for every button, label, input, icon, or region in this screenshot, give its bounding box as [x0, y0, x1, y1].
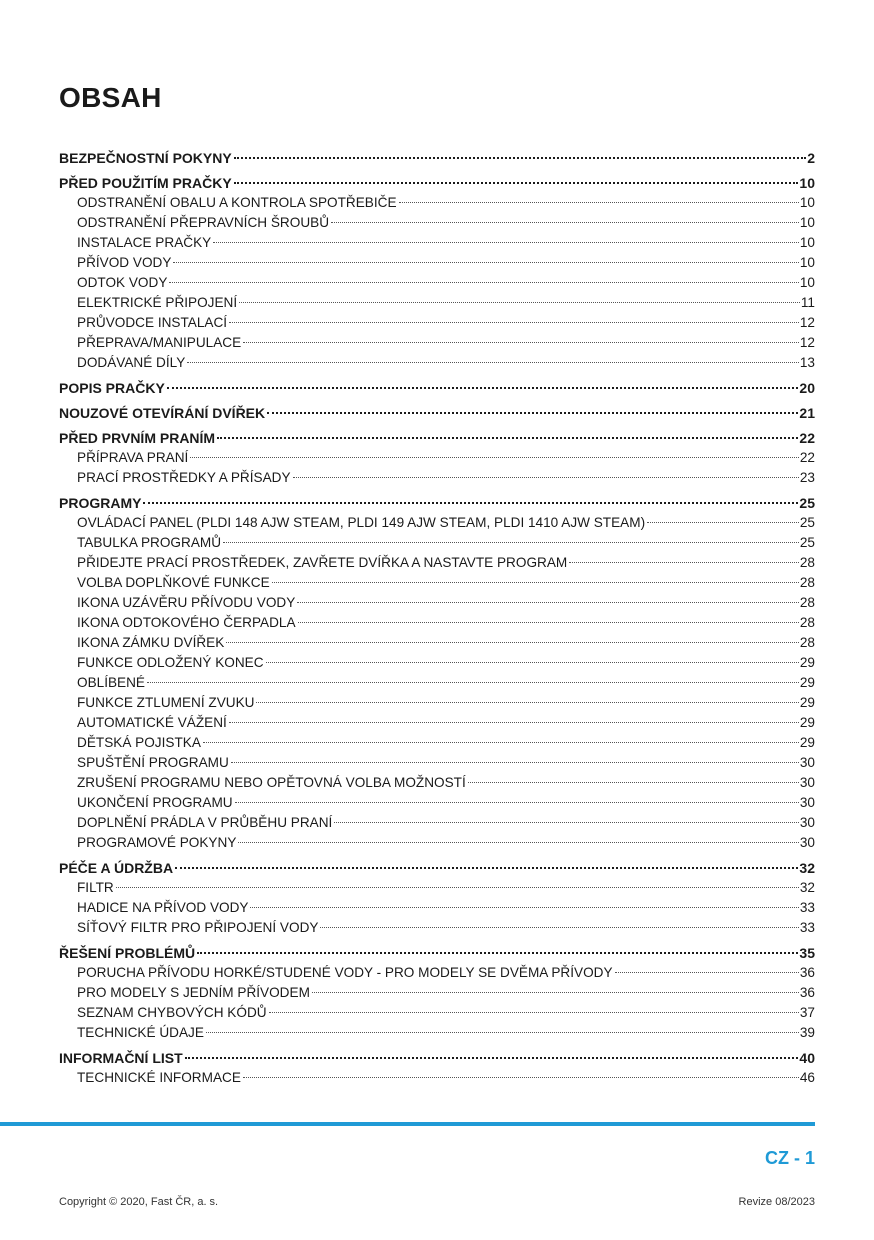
toc-entry-title: PŘED POUŽITÍM PRAČKY: [59, 175, 232, 191]
toc-entry-title: ŘEŠENÍ PROBLÉMŮ: [59, 945, 196, 961]
toc-section-entry: [59, 1048, 815, 1068]
toc-dot-leader: [399, 202, 799, 203]
toc-page-number: 10: [799, 275, 815, 290]
toc-entry-title: UKONČENÍ PROGRAMU: [77, 795, 233, 810]
toc-subsection-entry: [59, 813, 815, 833]
toc-page-number: 29: [799, 715, 815, 730]
toc-page-number: 22: [799, 430, 815, 446]
toc-subsection-entry: [59, 963, 815, 983]
toc-dot-leader: [203, 742, 799, 743]
toc-dot-leader: [147, 682, 799, 683]
toc-page-number: 30: [799, 815, 815, 830]
copyright-notice: Copyright © 2020, Fast ČR, a. s.: [59, 1196, 219, 1208]
toc-page-number: 2: [807, 150, 815, 166]
toc-entry-title: DOPLNĚNÍ PRÁDLA V PRŮBĚHU PRANÍ: [77, 815, 333, 830]
toc-entry-title: PRŮVODCE INSTALACÍ: [77, 315, 228, 330]
toc-dot-leader: [234, 182, 799, 184]
toc-page-number: 30: [799, 755, 815, 770]
toc-page-number: 25: [799, 495, 815, 511]
toc-subsection-entry: [59, 983, 815, 1003]
toc-page-number: 10: [799, 195, 815, 210]
toc-entry-title: TABULKA PROGRAMŮ: [77, 535, 222, 550]
toc-entry-title: PŘÍPRAVA PRANÍ: [77, 450, 189, 465]
toc-entry-title: SÍŤOVÝ FILTR PRO PŘIPOJENÍ VODY: [77, 920, 319, 935]
toc-subsection-entry: [59, 1003, 815, 1023]
toc-subsection-entry: [59, 353, 815, 373]
toc-subsection-entry: [59, 193, 815, 213]
toc-page-number: 25: [799, 515, 815, 530]
toc-page-number: 25: [799, 535, 815, 550]
toc-section-entry: [59, 943, 815, 963]
toc-entry-title: PŘÍVOD VODY: [77, 255, 172, 270]
toc-dot-leader: [320, 927, 798, 928]
page-title: OBSAH: [59, 82, 162, 113]
toc-entry-title: FUNKCE ZTLUMENÍ ZVUKU: [77, 695, 255, 710]
toc-dot-leader: [231, 762, 799, 763]
toc-dot-leader: [297, 602, 799, 603]
toc-dot-leader: [331, 222, 799, 223]
toc-dot-leader: [615, 972, 799, 973]
toc-subsection-entry: [59, 253, 815, 273]
toc-dot-leader: [293, 477, 799, 478]
toc-dot-leader: [569, 562, 799, 563]
toc-page-number: 10: [799, 175, 815, 191]
toc-subsection-entry: [59, 533, 815, 553]
toc-entry-title: INSTALACE PRAČKY: [77, 235, 212, 250]
toc-dot-leader: [239, 302, 800, 303]
toc-dot-leader: [234, 157, 807, 159]
toc-entry-title: PROGRAMOVÉ POKYNY: [77, 835, 237, 850]
toc-dot-leader: [187, 362, 799, 363]
toc-subsection-entry: [59, 513, 815, 533]
toc-page-number: 32: [799, 860, 815, 876]
toc-entry-title: VOLBA DOPLŇKOVÉ FUNKCE: [77, 575, 270, 590]
toc-subsection-entry: [59, 833, 815, 853]
toc-section-entry: [59, 378, 815, 398]
toc-page-number: 23: [799, 470, 815, 485]
toc-entry-title: PŘED PRVNÍM PRANÍM: [59, 430, 216, 446]
toc-dot-leader: [173, 262, 798, 263]
toc-subsection-entry: [59, 468, 815, 488]
toc-entry-title: PRACÍ PROSTŘEDKY A PŘÍSADY: [77, 470, 291, 485]
toc-dot-leader: [312, 992, 799, 993]
toc-page-number: 40: [799, 1050, 815, 1066]
toc-dot-leader: [298, 622, 799, 623]
toc-entry-title: TECHNICKÉ INFORMACE: [77, 1070, 241, 1085]
toc-dot-leader: [197, 952, 798, 954]
toc-page-number: 29: [799, 675, 815, 690]
toc-entry-title: ODSTRANĚNÍ PŘEPRAVNÍCH ŠROUBŮ: [77, 215, 330, 230]
toc-dot-leader: [116, 887, 799, 888]
revision-label: Revize 08/2023: [738, 1196, 815, 1208]
toc-page-number: 39: [799, 1025, 815, 1040]
toc-page-number: 37: [799, 1005, 815, 1020]
toc-page-number: 28: [799, 635, 815, 650]
toc-subsection-entry: [59, 1023, 815, 1043]
toc-entry-title: PROGRAMY: [59, 495, 142, 511]
toc-subsection-entry: [59, 713, 815, 733]
toc-subsection-entry: [59, 213, 815, 233]
toc-subsection-entry: [59, 233, 815, 253]
toc-entry-title: IKONA ODTOKOVÉHO ČERPADLA: [77, 615, 296, 630]
toc-page-number: 30: [799, 775, 815, 790]
toc-section-entry: [59, 148, 815, 168]
toc-entry-title: SPUŠTĚNÍ PROGRAMU: [77, 755, 229, 770]
toc-subsection-entry: [59, 673, 815, 693]
toc-dot-leader: [272, 582, 799, 583]
toc-entry-title: DODÁVANÉ DÍLY: [77, 355, 186, 370]
toc-entry-title: TECHNICKÉ ÚDAJE: [77, 1025, 204, 1040]
toc-entry-title: ODTOK VODY: [77, 275, 168, 290]
toc-page-number: 10: [799, 215, 815, 230]
toc-page-number: 22: [799, 450, 815, 465]
toc-subsection-entry: [59, 773, 815, 793]
toc-subsection-entry: [59, 553, 815, 573]
toc-page-number: 33: [799, 920, 815, 935]
toc-page-number: 33: [799, 900, 815, 915]
toc-entry-title: FUNKCE ODLOŽENÝ KONEC: [77, 655, 264, 670]
toc-subsection-entry: [59, 733, 815, 753]
table-of-contents: [59, 148, 815, 1088]
toc-dot-leader: [167, 387, 799, 389]
toc-page-number: 36: [799, 965, 815, 980]
toc-entry-title: PRO MODELY S JEDNÍM PŘÍVODEM: [77, 985, 310, 1000]
toc-subsection-entry: [59, 1068, 815, 1088]
toc-dot-leader: [213, 242, 799, 243]
toc-entry-title: IKONA UZÁVĚRU PŘÍVODU VODY: [77, 595, 296, 610]
toc-entry-title: AUTOMATICKÉ VÁŽENÍ: [77, 715, 227, 730]
toc-entry-title: IKONA ZÁMKU DVÍŘEK: [77, 635, 225, 650]
toc-page-number: 12: [799, 335, 815, 350]
toc-subsection-entry: [59, 313, 815, 333]
toc-dot-leader: [226, 642, 799, 643]
toc-dot-leader: [206, 1032, 799, 1033]
toc-dot-leader: [217, 437, 798, 439]
toc-entry-title: ZRUŠENÍ PROGRAMU NEBO OPĚTOVNÁ VOLBA MOŽNOSTÍ: [77, 775, 466, 790]
toc-page-number: 11: [800, 295, 815, 310]
toc-entry-title: DĚTSKÁ POJISTKA: [77, 735, 201, 750]
toc-page-number: 28: [799, 555, 815, 570]
toc-subsection-entry: [59, 633, 815, 653]
toc-page-number: 46: [799, 1070, 815, 1085]
toc-subsection-entry: [59, 573, 815, 593]
toc-page-number: 30: [799, 835, 815, 850]
toc-page-number: 36: [799, 985, 815, 1000]
toc-dot-leader: [266, 662, 799, 663]
toc-page-number: 28: [799, 575, 815, 590]
toc-page-number: 29: [799, 655, 815, 670]
toc-entry-title: PÉČE A ÚDRŽBA: [59, 860, 174, 876]
toc-page-number: 32: [799, 880, 815, 895]
toc-page-number: 10: [799, 235, 815, 250]
toc-subsection-entry: [59, 448, 815, 468]
toc-dot-leader: [223, 542, 799, 543]
toc-subsection-entry: [59, 878, 815, 898]
toc-dot-leader: [143, 502, 798, 504]
toc-page-number: 30: [799, 795, 815, 810]
toc-page-number: 13: [799, 355, 815, 370]
toc-page-number: 28: [799, 615, 815, 630]
toc-dot-leader: [468, 782, 799, 783]
toc-subsection-entry: [59, 613, 815, 633]
toc-entry-title: PŘEPRAVA/MANIPULACE: [77, 335, 242, 350]
toc-subsection-entry: [59, 918, 815, 938]
toc-page-number: 21: [799, 405, 815, 421]
toc-dot-leader: [647, 522, 799, 523]
toc-dot-leader: [235, 802, 799, 803]
toc-entry-title: FILTR: [77, 880, 114, 895]
toc-entry-title: HADICE NA PŘÍVOD VODY: [77, 900, 249, 915]
toc-section-entry: [59, 403, 815, 423]
toc-entry-title: OVLÁDACÍ PANEL (PLDI 148 AJW STEAM, PLDI 149 AJW STEAM, PLDI 1410 AJW STEAM): [77, 515, 646, 530]
toc-dot-leader: [250, 907, 798, 908]
toc-page-number: 10: [799, 255, 815, 270]
toc-entry-title: PŘIDEJTE PRACÍ PROSTŘEDEK, ZAVŘETE DVÍŘKA A NASTAVTE PROGRAM: [77, 555, 568, 570]
toc-subsection-entry: [59, 273, 815, 293]
toc-dot-leader: [190, 457, 799, 458]
toc-entry-title: BEZPEČNOSTNÍ POKYNY: [59, 150, 232, 166]
toc-dot-leader: [185, 1057, 799, 1059]
toc-page-number: 35: [799, 945, 815, 961]
toc-entry-title: ELEKTRICKÉ PŘIPOJENÍ: [77, 295, 238, 310]
toc-dot-leader: [243, 1077, 799, 1078]
toc-dot-leader: [169, 282, 798, 283]
toc-subsection-entry: [59, 898, 815, 918]
toc-entry-title: OBLÍBENÉ: [77, 675, 145, 690]
toc-subsection-entry: [59, 693, 815, 713]
toc-subsection-entry: [59, 593, 815, 613]
toc-page-number: 12: [799, 315, 815, 330]
toc-page-number: 20: [799, 380, 815, 396]
toc-entry-title: ODSTRANĚNÍ OBALU A KONTROLA SPOTŘEBIČE: [77, 195, 397, 210]
toc-dot-leader: [256, 702, 798, 703]
toc-dot-leader: [269, 1012, 799, 1013]
toc-page-number: 29: [799, 695, 815, 710]
toc-subsection-entry: [59, 793, 815, 813]
footer-divider: [0, 1122, 815, 1126]
toc-dot-leader: [229, 722, 799, 723]
toc-page-number: 28: [799, 595, 815, 610]
toc-dot-leader: [243, 342, 799, 343]
toc-entry-title: INFORMAČNÍ LIST: [59, 1050, 183, 1066]
toc-entry-title: SEZNAM CHYBOVÝCH KÓDŮ: [77, 1005, 267, 1020]
toc-subsection-entry: [59, 333, 815, 353]
toc-page-number: 29: [799, 735, 815, 750]
toc-entry-title: PORUCHA PŘÍVODU HORKÉ/STUDENÉ VODY - PRO MODELY SE DVĚMA PŘÍVODY: [77, 965, 613, 980]
toc-entry-title: NOUZOVÉ OTEVÍRÁNÍ DVÍŘEK: [59, 405, 266, 421]
toc-dot-leader: [334, 822, 799, 823]
toc-section-entry: [59, 493, 815, 513]
toc-subsection-entry: [59, 753, 815, 773]
toc-dot-leader: [175, 867, 798, 869]
toc-dot-leader: [229, 322, 799, 323]
toc-dot-leader: [267, 412, 798, 414]
toc-section-entry: [59, 858, 815, 878]
page-number: CZ - 1: [764, 1148, 815, 1168]
toc-dot-leader: [238, 842, 798, 843]
toc-section-entry: [59, 428, 815, 448]
toc-section-entry: [59, 173, 815, 193]
toc-subsection-entry: [59, 653, 815, 673]
toc-subsection-entry: [59, 293, 815, 313]
toc-entry-title: POPIS PRAČKY: [59, 380, 165, 396]
